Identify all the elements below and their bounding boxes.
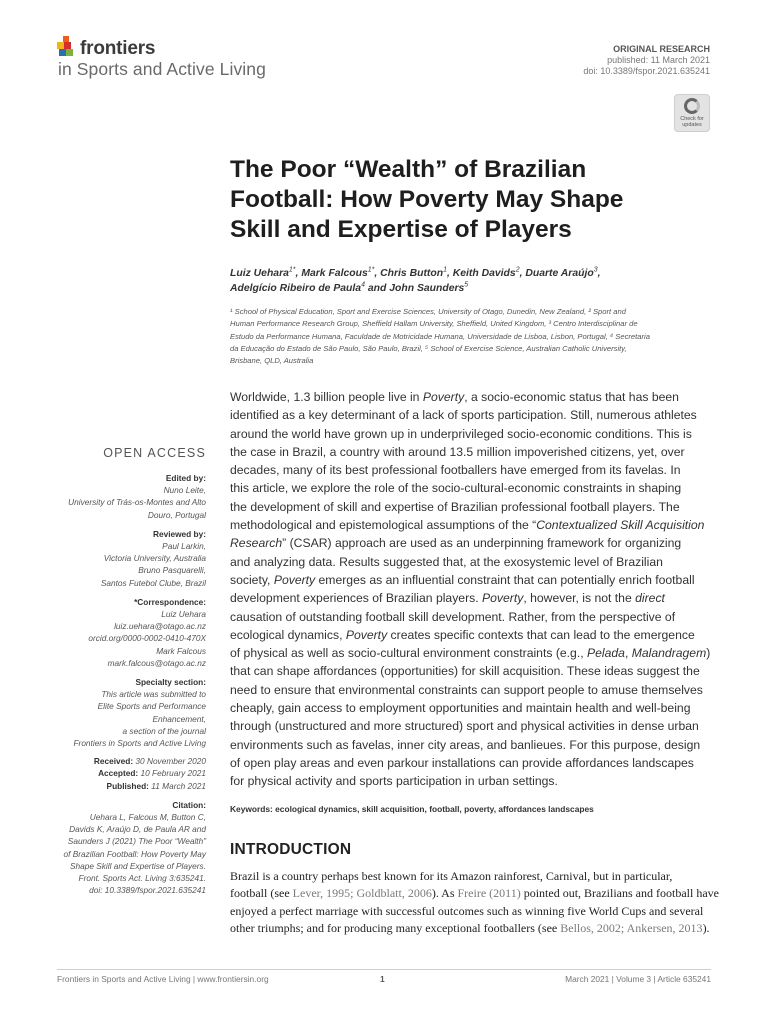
footer-journal-link[interactable]: Frontiers in Sports and Active Living | www.frontiersin.org — [57, 974, 269, 984]
emphasis-term: direct — [635, 591, 665, 606]
abstract-line: of physical as well as socio-cultural environment constraints (e.g., Pelada, Malandragem) — [230, 646, 711, 661]
emphasis-term: Contextualized Skill Acquisition — [536, 518, 705, 533]
abstract-line: society, Poverty emerges as an influential constraint that can potentially enrich football — [230, 572, 695, 587]
citation-line: Uehara L, Falcous M, Button C, — [89, 812, 206, 823]
affiliations — [230, 306, 710, 367]
citation-heading: Citation: — [172, 799, 206, 810]
citation-doi-link[interactable]: doi: 10.3389/fspor.2021.635241 — [89, 885, 206, 896]
author-name[interactable]: John Saunders — [389, 283, 465, 294]
abstract-line: through (unstructured and more structured) sport and physical activities in dense urban — [230, 719, 699, 734]
specialty-line: Elite Sports and Performance — [97, 701, 206, 712]
specialty-line: Frontiers in Sports and Active Living — [73, 738, 206, 749]
correspondence-email-link[interactable]: luiz.uehara@otago.ac.nz — [114, 621, 206, 632]
author-affiliation-mark: 5 — [464, 281, 469, 289]
correspondence-name: Luiz Uehara — [161, 609, 206, 620]
author-name[interactable]: Luiz Uehara — [230, 268, 289, 279]
body-text-line: enjoyed a perfect marriage with successful outcomes such as winning five World Cups and several — [230, 903, 704, 918]
open-access-label: OPEN ACCESS — [103, 446, 206, 460]
author-name[interactable]: Mark Falcous — [301, 268, 368, 279]
body-text-line: football (see Lever, 1995; Goldblatt, 2006). As Freire (2011) pointed out, Brazilians and football have — [230, 886, 719, 901]
abstract-line: environments such as favelas, inner city areas, and banlieues. For this purpose, design — [230, 737, 701, 752]
editor-line: Douro, Portugal — [147, 509, 206, 520]
journal-name[interactable]: in Sports and Active Living — [58, 59, 266, 79]
abstract-line: cheaply, gain access to employment opportunities and maintain health and well-being — [230, 701, 691, 716]
frontiers-logo-icon — [57, 36, 77, 60]
check-updates-text: Check for updates — [680, 116, 704, 128]
affiliation-line: da Educação do Estado de São Paulo, São Paulo, Brazil, ⁵ School of Exercise Science, Australian Catholic University, — [230, 343, 627, 353]
abstract-line: development experiences of Brazilian players. Poverty, however, is not the direct — [230, 591, 665, 606]
citation-link[interactable]: Bellos, 2002; Ankersen, 2013 — [560, 921, 703, 936]
article-type: ORIGINAL RESEARCH — [613, 44, 710, 54]
edited-by-heading: Edited by: — [165, 473, 206, 483]
abstract-line: methodological and epistemological assumptions of the “Contextualized Skill Acquisition — [230, 518, 705, 533]
reviewer-line: Victoria University, Australia — [103, 553, 206, 564]
author-affiliation-mark: 1 — [443, 266, 447, 274]
citation-line: Front. Sports Act. Living 3:635241. — [78, 873, 206, 884]
correspondence-heading: *Correspondence: — [134, 596, 206, 607]
abstract-line: identified as a key determinant of a lack of sports participation. Still, numerous athletes — [230, 408, 697, 423]
citation-line: Saunders J (2021) The Poor “Wealth” — [67, 836, 206, 847]
emphasis-term: Poverty — [345, 627, 388, 642]
correspondence-name: Mark Falcous — [156, 645, 206, 656]
specialty-section-heading: Specialty section: — [135, 677, 206, 688]
check-updates-icon — [684, 98, 700, 114]
abstract-line: and analyzing data. Results suggested that, at the exosystemic level of Brazilian — [230, 554, 663, 569]
author-name[interactable]: Keith Davids — [452, 268, 516, 279]
orcid-link[interactable]: orcid.org/0000-0002-0410-470X — [88, 633, 206, 644]
abstract-line: causation of outstanding football skill development. Rather, from the perspective of — [230, 609, 676, 624]
published-date-sidebar: Published: 11 March 2021 — [106, 780, 206, 791]
abstract — [230, 388, 712, 791]
editor-line: Nuno Leite, — [163, 485, 206, 496]
author-name[interactable]: Chris Button — [380, 268, 444, 279]
emphasis-term: Poverty — [273, 572, 316, 587]
accepted-date: Accepted: 10 February 2021 — [98, 768, 206, 779]
abstract-line: that can shape affordances (opportunities) for skill acquisition. These ideas suggest the — [230, 664, 700, 679]
abstract-line: Research” (CSAR) approach are used as an underpinning framework for organizing — [230, 536, 682, 551]
abstract-line: Worldwide, 1.3 billion people live in Poverty, a socio-economic status that has been — [230, 390, 679, 404]
check-updates-label — [674, 116, 710, 128]
author-affiliation-mark: 4 — [361, 281, 365, 289]
title-line: The Poor “Wealth” of Brazilian — [230, 156, 587, 183]
affiliation-line: Human Performance Research Group, Sheffield Hallam University, Sheffield, United Kingdom, ³ Centro Interdisciplinar de — [230, 319, 638, 329]
author-list — [230, 266, 700, 296]
title-line: Skill and Expertise of Players — [230, 216, 572, 243]
author-name[interactable]: Adelgício Ribeiro de Paula — [230, 283, 362, 294]
emphasis-term: Research — [230, 536, 283, 551]
author-affiliation-mark: 1* — [288, 266, 296, 274]
article-info-sidebar — [40, 472, 206, 897]
body-text-line: other triumphs; and for producing many exceptional footballers (see Bellos, 2002; Ankersen, 2013). — [230, 921, 710, 936]
affiliation-line: Estudo da Performance Humana, Faculdade de Motricidade Humana, Universidade de Lisboa, Lisbon, Portugal, ⁴ Secretaria — [230, 331, 650, 341]
brand-name[interactable]: frontiers — [80, 38, 156, 59]
title-line: Football: How Poverty May Shape — [230, 186, 624, 213]
citation-line: of Brazilian Football: How Poverty May — [63, 848, 206, 859]
specialty-line: a section of the journal — [122, 725, 206, 736]
citation-link[interactable]: Freire (2011) — [457, 886, 521, 901]
reviewer-line: Paul Larkin, — [162, 541, 206, 552]
affiliation-line: Brisbane, QLD, Australia — [230, 356, 314, 366]
abstract-line: of open play areas and even parkour installations can provide affordances landscapes — [230, 755, 694, 770]
emphasis-term: Poverty — [422, 390, 465, 404]
emphasis-term: Poverty — [482, 591, 524, 606]
received-date: Received: 30 November 2020 — [93, 756, 206, 767]
specialty-line: This article was submitted to — [101, 689, 206, 700]
correspondence-email-link[interactable]: mark.falcous@otago.ac.nz — [107, 657, 206, 668]
abstract-line: the case in Brazil, a country with around 13.5 million impoverished citizens, yet, over — [230, 444, 685, 459]
reviewer-line: Santos Futebol Clube, Brazil — [100, 577, 206, 588]
editor-line: University of Trás-os-Montes and Alto — [68, 497, 206, 508]
author-affiliation-mark: 1* — [367, 266, 375, 274]
author-line: Adelgício Ribeiro de Paula$^4$ and John Saunders$^5$ — [230, 281, 469, 294]
abstract-line: this article, we explore the role of the socio-cultural-economic constraints in shaping — [230, 481, 682, 496]
doi-link[interactable]: doi: 10.3389/fspor.2021.635241 — [583, 66, 710, 76]
published-date: published: 11 March 2021 — [607, 55, 710, 65]
keywords: Keywords: ecological dynamics, skill acquisition, football, poverty, affordances landscapes — [230, 804, 594, 814]
abstract-line: decades, many of its best professional footballers have emerged from its favelas. In — [230, 463, 681, 478]
author-affiliation-mark: 3 — [593, 266, 598, 274]
abstract-line: ecological dynamics, Poverty creates specific contexts that can lead to the emergence — [230, 627, 695, 642]
page-number: 1 — [380, 974, 385, 984]
reviewer-line: Bruno Pasquarelli, — [138, 565, 206, 576]
specialty-line: Enhancement, — [152, 713, 206, 724]
section-heading-introduction: INTRODUCTION — [230, 841, 352, 858]
abstract-line: need to ensure that environmental constraints can support people to amuse themselves — [230, 682, 703, 697]
citation-line: Davids K, Araújo D, de Paula AR and — [69, 824, 206, 835]
citation-line: Shape Skill and Expertise of Players. — [69, 860, 206, 871]
abstract-line: the development of skill and expertise of Brazilian professional football players. The — [230, 499, 680, 514]
author-name[interactable]: Duarte Araújo — [525, 268, 594, 279]
emphasis-term: Pelada — [586, 646, 625, 661]
abstract-line: for physical activity and sports participation in urban settings. — [230, 774, 558, 789]
reviewed-by-heading: Reviewed by: — [152, 528, 206, 539]
body-text-line: Brazil is a country perhaps best known for its Amazon rainforest, Carnival, but in particular, — [230, 869, 673, 883]
introduction-body — [230, 868, 719, 938]
check-for-updates-button[interactable] — [674, 94, 710, 132]
article-title — [230, 155, 690, 245]
footer-divider — [57, 969, 711, 970]
abstract-line: around the world have grown up in underprivileged socio-economic conditions. This is — [230, 426, 692, 441]
emphasis-term: Malandragem — [631, 646, 707, 661]
footer-issue-info: March 2021 | Volume 3 | Article 635241 — [565, 974, 711, 984]
citation-link[interactable]: Lever, 1995; Goldblatt, 2006 — [292, 886, 432, 901]
author-affiliation-mark: 2 — [515, 266, 520, 274]
author-line: Luiz Uehara$^{1*}$, Mark Falcous$^{1*}$, Chris Button$^1$, Keith Davids$^2$, Duarte Araújo$^3$, — [230, 266, 601, 279]
affiliation-line: ¹ School of Physical Education, Sport and Exercise Sciences, University of Otago, Dunedin, New Zealand, ² Sport and — [230, 307, 626, 316]
